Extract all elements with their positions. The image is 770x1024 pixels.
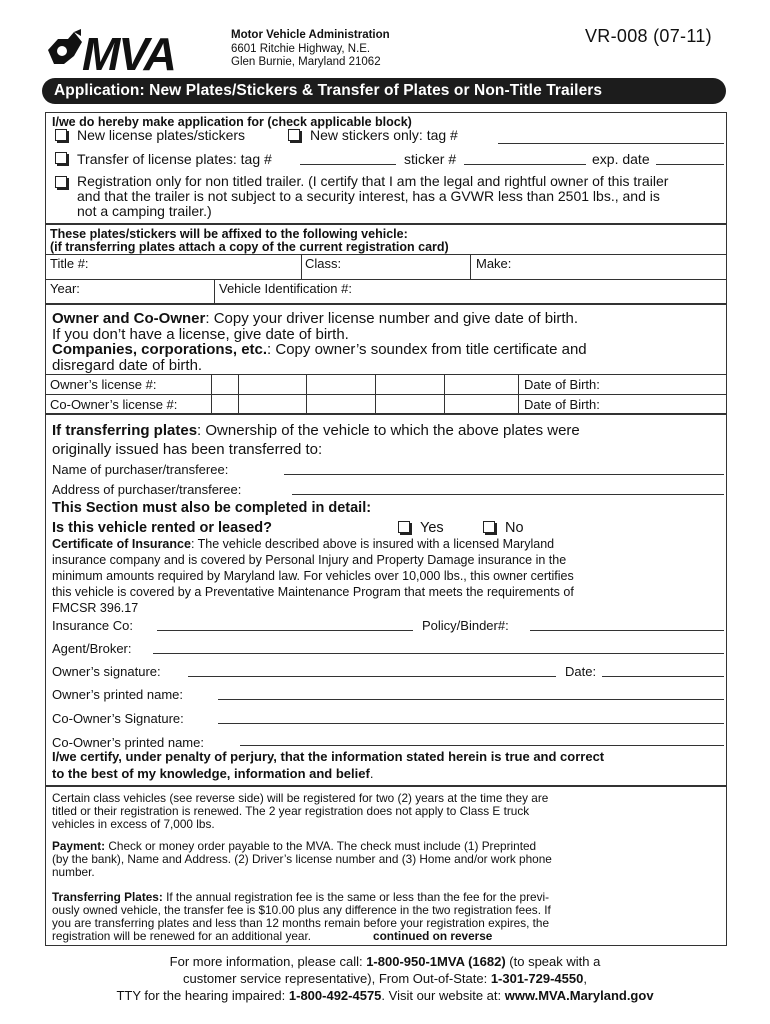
owner-license-label: Owner’s license #: <box>50 377 157 392</box>
certification-line: to the best of my knowledge, information and belief <box>52 766 370 781</box>
policy-field[interactable] <box>530 630 724 631</box>
companies-text: disregard date of birth. <box>52 356 203 374</box>
insurance-certificate-text <box>52 536 574 616</box>
info-text: ously owned vehicle, the transfer fee is $10.00 plus any difference in the two registration fees. If <box>52 903 551 917</box>
info-text: number. <box>52 865 95 879</box>
insurance-heading: Certificate of Insurance <box>52 537 191 551</box>
contact-footer <box>0 953 770 1004</box>
companies-text: : Copy owner’s soundex from title certificate and <box>267 341 587 358</box>
divider <box>306 374 307 414</box>
purchaser-name-label: Name of purchaser/transferee: <box>52 462 229 477</box>
divider <box>211 374 212 414</box>
rented-yes-checkbox[interactable] <box>398 521 410 533</box>
agency-address-2: Glen Burnie, Maryland 21062 <box>231 56 381 68</box>
vin-field[interactable]: Vehicle Identification #: <box>219 281 352 296</box>
vehicle-heading-2: (if transferring plates attach a copy of the current registration card) <box>50 240 449 254</box>
owner-printed-label: Owner’s printed name: <box>52 687 184 702</box>
insurance-text: minimum amounts required by Maryland law. For vehicles over 10,000 lbs., this owner certifies <box>52 569 574 583</box>
coowner-signature-field[interactable] <box>218 723 724 724</box>
divider <box>45 254 727 255</box>
info-text: Certain class vehicles (see reverse side) will be registered for two (2) years at the time they are <box>52 791 549 805</box>
coowner-printed-field[interactable] <box>240 745 724 746</box>
owner-dob-field[interactable]: Date of Birth: <box>524 377 600 392</box>
coowner-license-label: Co-Owner’s license #: <box>50 397 178 412</box>
purchaser-name-field[interactable] <box>284 474 724 475</box>
footer-text: (to speak with a <box>505 954 601 969</box>
insurance-text: FMCSR 396.17 <box>52 601 139 615</box>
rented-question: Is this vehicle rented or leased? <box>52 520 272 536</box>
form-title: Application: New Plates/Stickers & Transfer of Plates or Non-Title Trailers <box>42 78 726 104</box>
footer-text: , <box>583 971 587 986</box>
divider <box>45 374 727 375</box>
certification-line: I/we certify, under penalty of perjury, that the information stated herein is true and correct <box>52 749 605 764</box>
payment-note <box>52 840 552 879</box>
trailer-text <box>77 174 668 219</box>
out-of-state-phone: 1-301-729-4550 <box>490 971 584 986</box>
transfer-heading: If transferring plates <box>52 422 198 439</box>
vehicle-heading-1: These plates/stickers will be affixed to the following vehicle: <box>50 227 408 241</box>
insurance-co-label: Insurance Co: <box>52 618 133 633</box>
trailer-text-line: Registration only for non titled trailer. (I certify that I am the legal and rightful owner of this trailer <box>77 173 669 189</box>
coowner-dob-field[interactable]: Date of Birth: <box>524 397 600 412</box>
agency-block <box>231 29 390 70</box>
exp-date-label: exp. date <box>592 151 650 167</box>
new-plates-checkbox[interactable] <box>55 129 67 141</box>
tty-phone: 1-800-492-4575 <box>288 988 382 1003</box>
transferring-note <box>52 891 551 943</box>
new-stickers-checkbox[interactable] <box>288 129 300 141</box>
insurance-text: this vehicle is covered by a Preventative Maintenance Program that meets the requirements of <box>52 585 574 599</box>
insurance-text: : The vehicle described above is insured with a licensed Maryland <box>190 537 555 551</box>
trailer-text-line: and that the trailer is not subject to a security interest, has a GVWR less than 2501 lbs., and is <box>77 188 660 204</box>
transfer-label: Transfer of license plates: tag # <box>77 151 272 167</box>
divider <box>214 279 215 304</box>
website-link[interactable]: www.MVA.Maryland.gov <box>504 988 654 1003</box>
insurance-text: insurance company and is covered by Personal Injury and Property Damage insurance in the <box>52 553 567 567</box>
agent-field[interactable] <box>153 653 724 654</box>
payment-heading: Payment: <box>52 839 106 853</box>
must-complete-heading: This Section must also be completed in detail: <box>52 500 372 516</box>
agent-label: Agent/Broker: <box>52 641 132 656</box>
trailer-text-line: not a camping trailer.) <box>77 203 212 219</box>
divider <box>301 254 302 279</box>
continued-on-reverse: continued on reverse <box>373 929 493 943</box>
owner-heading: Owner and Co-Owner <box>52 310 206 327</box>
info-text: vehicles in excess of 7,000 lbs. <box>52 817 215 831</box>
new-stickers-label: New stickers only: tag # <box>310 127 458 143</box>
title-number-field[interactable]: Title #: <box>50 256 89 271</box>
transfer-text: originally issued has been transferred to: <box>52 441 323 458</box>
purchaser-address-field[interactable] <box>292 494 724 495</box>
owner-signature-field[interactable] <box>188 676 556 677</box>
divider <box>45 394 727 395</box>
mva-logo <box>44 26 230 76</box>
rented-no-label: No <box>505 520 524 536</box>
exp-date-field[interactable] <box>656 164 724 165</box>
rented-no-checkbox[interactable] <box>483 521 495 533</box>
footer-text: customer service representative), From Out-of-State: <box>183 971 491 986</box>
two-year-note <box>52 792 548 831</box>
logo-text: MVA <box>82 28 175 76</box>
footer-text: . Visit our website at: <box>381 988 505 1003</box>
divider <box>470 254 471 279</box>
footer-text: TTY for the hearing impaired: <box>116 988 289 1003</box>
transfer-instructions <box>52 421 580 459</box>
make-field[interactable]: Make: <box>476 256 512 271</box>
insurance-co-field[interactable] <box>157 630 413 631</box>
divider <box>444 374 445 414</box>
date-label: Date: <box>565 664 597 679</box>
owner-instructions <box>52 311 587 373</box>
purchaser-address-label: Address of purchaser/transferee: <box>52 482 242 497</box>
info-text: titled or their registration is renewed. The 2 year registration does not apply to Class E truck <box>52 804 530 818</box>
application-heading: I/we do hereby make application for (check applicable block) <box>52 115 412 129</box>
new-stickers-tag-field[interactable] <box>498 143 724 144</box>
certification-text: I/we certify, under penalty of perjury, that the information stated herein is true and correct to the best of my knowledge, information and belief. <box>52 749 605 781</box>
divider <box>238 374 239 414</box>
info-text: you are transferring plates and less than 12 months remain before your registration expires, the <box>52 916 550 930</box>
date-field[interactable] <box>602 676 724 677</box>
owner-text: If you don’t have a license, give date of birth. <box>52 325 349 343</box>
agency-address-1: 6601 Ritchie Highway, N.E. <box>231 42 371 55</box>
coowner-signature-label: Co-Owner’s Signature: <box>52 711 184 726</box>
transfer-checkbox[interactable] <box>55 152 67 164</box>
agency-name: Motor Vehicle Administration <box>231 29 390 41</box>
divider <box>375 374 376 414</box>
trailer-checkbox[interactable] <box>55 176 67 188</box>
info-text: (by the bank), Name and Address. (2) Driver’s license number and (3) Home and/or work phone <box>52 852 552 866</box>
owner-text: : Copy your driver license number and give date of birth. <box>205 310 579 327</box>
new-plates-label: New license plates/stickers <box>77 127 246 143</box>
rented-yes-label: Yes <box>420 520 444 536</box>
transfer-text: : Ownership of the vehicle to which the above plates were <box>197 422 580 439</box>
footer-text: For more information, please call: <box>169 954 367 969</box>
form-number: VR-008 (07-11) <box>585 26 712 46</box>
sticker-label: sticker # <box>404 151 457 167</box>
divider <box>518 374 519 414</box>
main-phone: 1-800-950-1MVA (1682) <box>366 954 506 969</box>
owner-printed-field[interactable] <box>218 699 724 700</box>
policy-label: Policy/Binder#: <box>422 618 509 633</box>
companies-heading: Companies, corporations, etc. <box>52 341 268 358</box>
class-field[interactable]: Class: <box>305 256 342 271</box>
transfer-tag-field[interactable] <box>300 164 396 165</box>
info-text: Check or money order payable to the MVA. The check must include (1) Preprinted <box>105 839 537 853</box>
divider <box>45 279 727 280</box>
year-field[interactable]: Year: <box>50 281 80 296</box>
transferring-heading: Transferring Plates: <box>52 890 163 904</box>
info-text: registration will be renewed for an additional year. <box>52 929 312 943</box>
sticker-field[interactable] <box>464 164 586 165</box>
owner-signature-label: Owner’s signature: <box>52 664 161 679</box>
coowner-printed-label: Co-Owner’s printed name: <box>52 735 204 750</box>
info-text: If the annual registration fee is the same or less than the fee for the previ- <box>162 890 550 904</box>
